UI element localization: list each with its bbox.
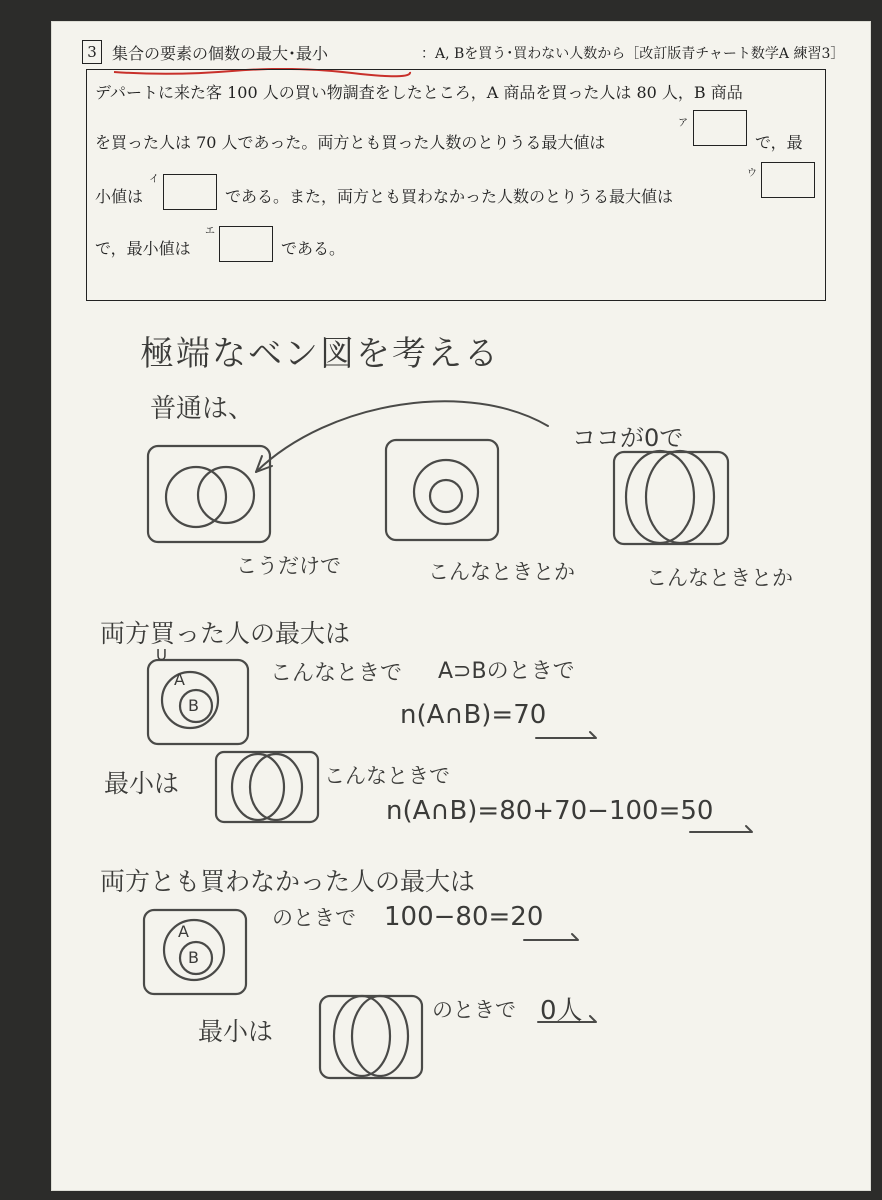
caption-full: こんなときとか bbox=[646, 566, 793, 590]
neither-min-label: 最小は bbox=[198, 1017, 274, 1046]
problem-number: 3 bbox=[82, 40, 102, 64]
neither-min-equation: 0人 bbox=[540, 996, 583, 1026]
label-u-bothmax: U bbox=[156, 646, 167, 664]
venn-universe-subset bbox=[386, 440, 498, 540]
both-max-condition: A⊃Bのときで bbox=[438, 659, 575, 684]
both-max-equation: n(A∩B)=70 bbox=[400, 700, 547, 730]
neither-max-when: のときで bbox=[272, 906, 356, 930]
question-line-4-end: である。 bbox=[281, 239, 346, 258]
both-min-label: 最小は bbox=[104, 769, 180, 798]
blank-label-i: イ bbox=[149, 174, 159, 185]
neither-max-equation: 100−80=20 bbox=[384, 902, 544, 932]
underline-70 bbox=[536, 732, 596, 738]
venn-a-full bbox=[626, 451, 694, 543]
label-a-bothmax: A bbox=[174, 670, 185, 689]
underline-20 bbox=[524, 934, 578, 940]
normal-label: 普通は、 bbox=[150, 394, 255, 424]
blank-label-a: ア bbox=[678, 118, 688, 129]
underline-50 bbox=[690, 826, 752, 832]
label-b-neithermax: B bbox=[188, 948, 199, 967]
both-min-equation: n(A∩B)=80+70−100=50 bbox=[386, 796, 714, 826]
problem-title-source: ：A, Bを買う･買わない人数から［改訂版青チャート数学A 練習3］ bbox=[421, 46, 845, 62]
neither-max-heading: 両方とも買わなかった人の最大は bbox=[100, 867, 476, 896]
arrow-note: ココが0で bbox=[572, 424, 684, 452]
venn-b-full bbox=[646, 451, 714, 543]
caption-subset: こんなときとか bbox=[428, 560, 575, 584]
question-line-3-start: 小値は bbox=[95, 187, 144, 206]
question-line-4-start: で，最小値は bbox=[95, 239, 191, 258]
question-line-1: デパートに来た客 100 人の買い物調査をしたところ，A 商品を買った人は 80 人，B 商品 bbox=[95, 83, 743, 102]
label-a-neithermax: A bbox=[178, 922, 189, 941]
venn-b-subset bbox=[430, 480, 462, 512]
venn-a-neithermin bbox=[334, 996, 390, 1076]
label-b-bothmax: B bbox=[188, 696, 199, 715]
question-line-3-mid: である。また，両方とも買わなかった人数のとりうる最大値は bbox=[225, 187, 674, 206]
venn-a-subset bbox=[414, 460, 478, 524]
question-line-2-end: で，最 bbox=[755, 133, 803, 152]
notes-heading: 極端なベン図を考える bbox=[140, 334, 500, 374]
curved-arrow bbox=[256, 401, 548, 472]
caption-normal: こうだけで bbox=[236, 554, 341, 578]
blank-label-e: エ bbox=[205, 226, 215, 237]
venn-b-neithermin bbox=[352, 996, 408, 1076]
venn-universe-full bbox=[614, 452, 728, 544]
blank-label-u: ウ bbox=[747, 168, 757, 179]
problem-title-emphasis: 集合の要素の個数の最大･最小 bbox=[112, 44, 329, 63]
venn-a-normal bbox=[166, 467, 226, 527]
question-line-2: を買った人は 70 人であった。両方とも買った人数のとりうる最大値は bbox=[95, 133, 606, 152]
both-max-heading: 両方買った人の最大は bbox=[100, 619, 351, 648]
both-max-when: こんなときで bbox=[270, 661, 403, 686]
both-min-when: こんなときで bbox=[324, 764, 450, 788]
venn-universe-neithermin bbox=[320, 996, 422, 1078]
neither-min-when: のときで bbox=[432, 998, 516, 1022]
